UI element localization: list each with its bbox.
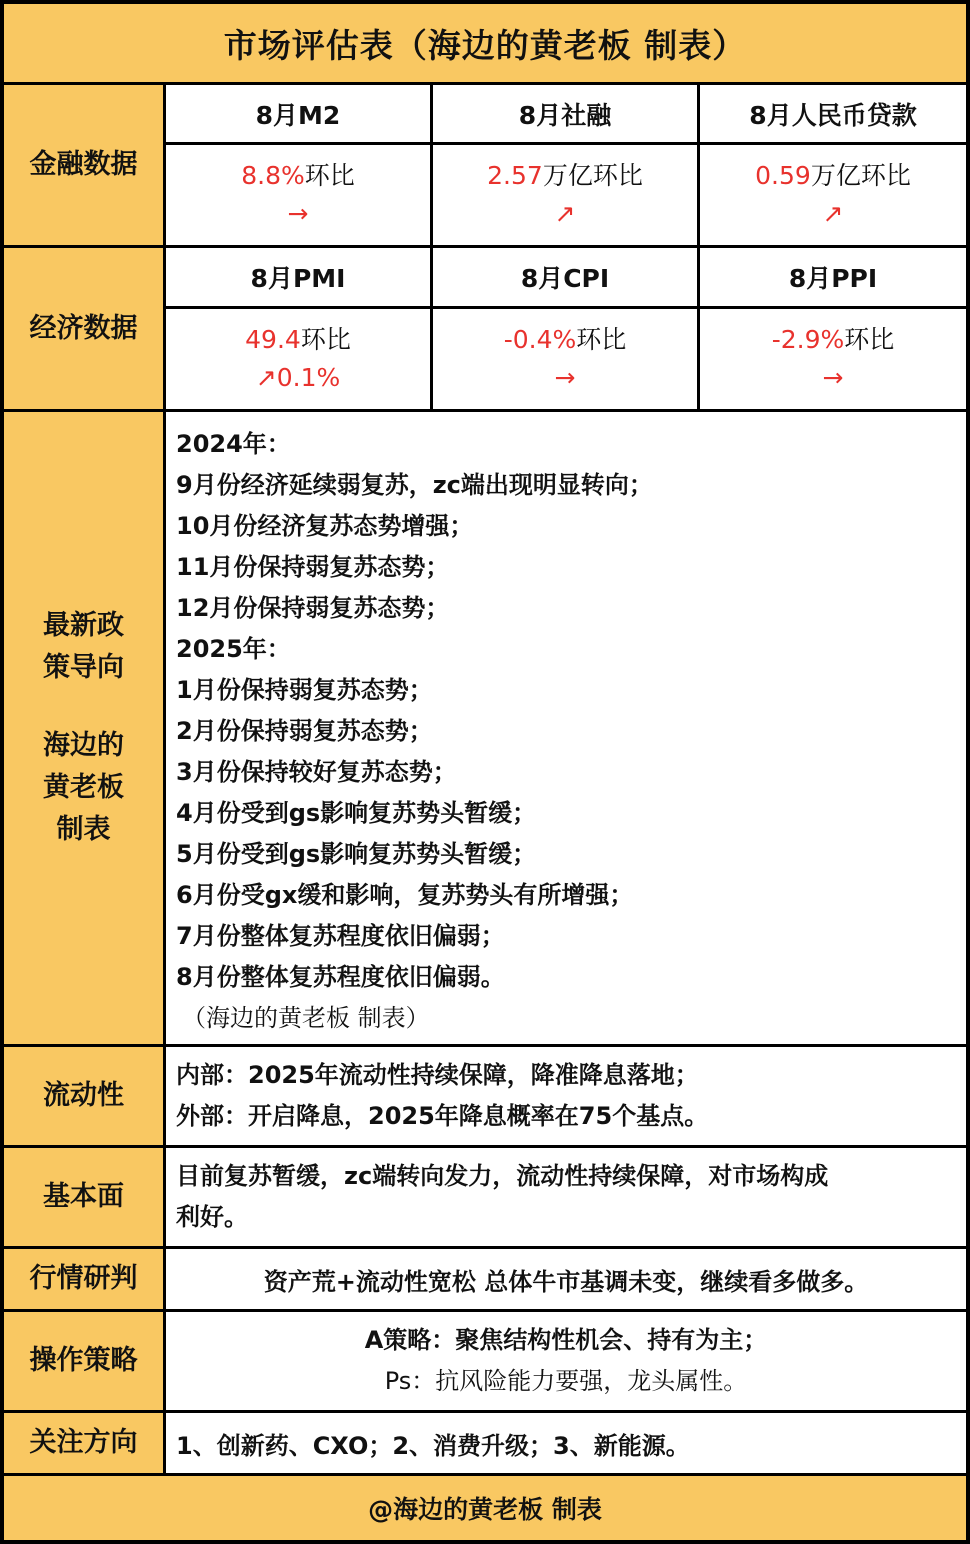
liquidity-content xyxy=(166,1047,966,1145)
value-number: 49.4 xyxy=(245,325,301,354)
value-number: 8.8% xyxy=(241,161,305,190)
trend-flat-icon: → xyxy=(822,363,844,392)
header-pmi: 8月PMI xyxy=(166,248,430,306)
value-pmi xyxy=(166,309,430,409)
trend-up-icon: ↗ xyxy=(554,199,576,228)
policy-label: 最新政 策导向 海边的 黄老板 制表 xyxy=(4,412,163,1044)
policy-row xyxy=(4,412,966,1044)
value-number: 2.57 xyxy=(487,161,543,190)
policy-line: 2月份保持弱复苏态势； xyxy=(176,717,433,745)
fundamentals-content: 目前复苏暂缓，zc端转向发力，流动性持续保障，对市场构成 利好。 xyxy=(166,1148,966,1246)
value-suffix: 环比 xyxy=(304,161,355,190)
value-suffix: 环比 xyxy=(844,325,895,354)
header-ppi: 8月PPI xyxy=(700,248,966,306)
table-title-text: 市场评估表（海边的黄老板 制表） xyxy=(223,25,747,65)
liquidity-internal: 内部：2025年流动性持续保障，降准降息落地； xyxy=(176,1061,699,1089)
value-number: -2.9% xyxy=(771,325,845,354)
market-label: 行情研判 xyxy=(4,1249,163,1309)
value-social-financing xyxy=(433,145,697,245)
market-row xyxy=(4,1249,966,1309)
value-number: 0.59 xyxy=(755,161,811,190)
policy-line: 4月份受到gs影响复苏势头暂缓； xyxy=(176,799,537,827)
header-m2: 8月M2 xyxy=(166,85,430,142)
policy-line: 5月份受到gs影响复苏势头暂缓； xyxy=(176,840,537,868)
policy-line: 9月份经济延续弱复苏，zc端出现明显转向； xyxy=(176,471,653,499)
trend-flat-icon: → xyxy=(554,363,576,392)
economic-label: 经济数据 xyxy=(4,248,163,409)
value-suffix: 万亿环比 xyxy=(542,161,643,190)
policy-line: 3月份保持较好复苏态势； xyxy=(176,758,457,786)
policy-line: 2024年： xyxy=(176,430,291,458)
value-suffix: 万亿环比 xyxy=(810,161,911,190)
value-cpi xyxy=(433,309,697,409)
policy-line: 7月份整体复苏程度依旧偏弱； xyxy=(176,922,505,950)
fundamentals-label: 基本面 xyxy=(4,1148,163,1246)
liquidity-label: 流动性 xyxy=(4,1047,163,1145)
policy-line: 10月份经济复苏态势增强； xyxy=(176,512,474,540)
strategy-label: 操作策略 xyxy=(4,1312,163,1410)
value-number: -0.4% xyxy=(503,325,577,354)
trend-up-icon: ↗ xyxy=(822,199,844,228)
strategy-ps: Ps：抗风险能力要强，龙头属性。 xyxy=(384,1367,748,1395)
financial-row xyxy=(4,85,966,245)
value-rmb-loans xyxy=(700,145,966,245)
liquidity-external: 外部：开启降息，2025年降息概率在75个基点。 xyxy=(176,1102,709,1130)
strategy-main: A策略：聚焦结构性机会、持有为主； xyxy=(364,1326,768,1354)
value-m2 xyxy=(166,145,430,245)
header-cpi: 8月CPI xyxy=(433,248,697,306)
value-ppi xyxy=(700,309,966,409)
fundamentals-row xyxy=(4,1148,966,1246)
market-content: 资产荒+流动性宽松 总体牛市基调未变，继续看多做多。 xyxy=(166,1249,966,1309)
strategy-content xyxy=(166,1312,966,1410)
policy-line: 8月份整体复苏程度依旧偏弱。 xyxy=(176,963,505,991)
economic-row xyxy=(4,248,966,409)
trend-up-icon: ↗0.1% xyxy=(255,363,341,392)
header-social-financing: 8月社融 xyxy=(433,85,697,142)
policy-line: 12月份保持弱复苏态势； xyxy=(176,594,450,622)
header-rmb-loans: 8月人民币贷款 xyxy=(700,85,966,142)
policy-signature: （海边的黄老板 制表） xyxy=(182,1004,430,1032)
policy-line: 11月份保持弱复苏态势； xyxy=(176,553,450,581)
policy-line: 2025年： xyxy=(176,635,291,663)
table-title xyxy=(4,4,966,82)
trend-flat-icon: → xyxy=(287,199,309,228)
focus-label: 关注方向 xyxy=(4,1413,163,1473)
focus-row xyxy=(4,1413,966,1473)
focus-content: 1、创新药、CXO；2、消费升级；3、新能源。 xyxy=(166,1413,966,1473)
liquidity-row xyxy=(4,1047,966,1145)
financial-label: 金融数据 xyxy=(4,85,163,245)
policy-line: 6月份受gx缓和影响，复苏势头有所增强； xyxy=(176,881,634,909)
value-suffix: 环比 xyxy=(576,325,627,354)
title-row xyxy=(4,4,966,82)
footer: @海边的黄老板 制表 xyxy=(4,1476,966,1540)
footer-row xyxy=(4,1476,966,1540)
policy-content xyxy=(166,412,966,1044)
policy-line: 1月份保持弱复苏态势； xyxy=(176,676,433,704)
value-suffix: 环比 xyxy=(300,325,351,354)
strategy-row xyxy=(4,1312,966,1410)
